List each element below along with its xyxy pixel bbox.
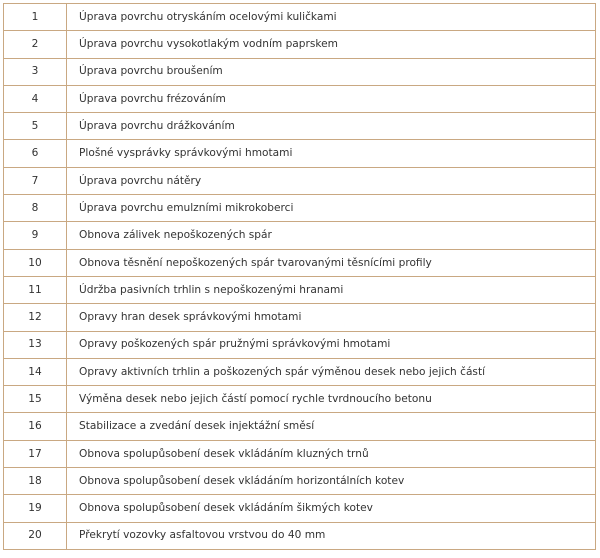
table-row [4,85,596,112]
row-text: Obnova těsnění nepoškozených spár tvarovanými těsnícími profily [67,249,596,276]
row-text: Úprava povrchu otryskáním ocelovými kuličkami [67,4,596,31]
row-text: Výměna desek nebo jejich částí pomocí rychle tvrdnoucího betonu [67,386,596,413]
row-text: Obnova spolupůsobení desek vkládáním horizontálních kotev [67,468,596,495]
row-text: Překrytí vozovky asfaltovou vrstvou do 40 mm [67,522,596,549]
table-body [4,4,596,550]
row-number: 11 [4,276,67,303]
row-number: 5 [4,113,67,140]
row-text: Opravy hran desek správkovými hmotami [67,304,596,331]
row-text: Plošné vysprávky správkovými hmotami [67,140,596,167]
row-number: 17 [4,440,67,467]
row-text: Stabilizace a zvedání desek injektážní směsí [67,413,596,440]
table-row [4,304,596,331]
table-row [4,386,596,413]
row-number: 10 [4,249,67,276]
table-row [4,413,596,440]
row-number: 18 [4,468,67,495]
row-text: Obnova spolupůsobení desek vkládáním šikmých kotev [67,495,596,522]
row-number: 12 [4,304,67,331]
table-row [4,468,596,495]
row-text: Údržba pasivních trhlin s nepoškozenými hranami [67,276,596,303]
table-row [4,222,596,249]
table-row [4,4,596,31]
row-text: Úprava povrchu broušením [67,58,596,85]
table-row [4,31,596,58]
row-number: 9 [4,222,67,249]
row-number: 6 [4,140,67,167]
table-row [4,276,596,303]
row-text: Úprava povrchu frézováním [67,85,596,112]
table-row [4,249,596,276]
row-number: 14 [4,358,67,385]
row-text: Úprava povrchu emulzními mikrokoberci [67,195,596,222]
table-row [4,140,596,167]
row-text: Opravy poškozených spár pružnými správkovými hmotami [67,331,596,358]
row-number: 15 [4,386,67,413]
row-text: Obnova zálivek nepoškozených spár [67,222,596,249]
row-number: 16 [4,413,67,440]
table-row [4,495,596,522]
table-row [4,113,596,140]
row-number: 1 [4,4,67,31]
table-wrapper [3,3,596,550]
row-number: 19 [4,495,67,522]
row-number: 13 [4,331,67,358]
table-row [4,522,596,549]
row-text: Opravy aktivních trhlin a poškozených spár výměnou desek nebo jejich částí [67,358,596,385]
row-number: 20 [4,522,67,549]
table-row [4,167,596,194]
table-row [4,358,596,385]
row-text: Obnova spolupůsobení desek vkládáním kluzných trnů [67,440,596,467]
row-text: Úprava povrchu vysokotlakým vodním paprskem [67,31,596,58]
row-number: 2 [4,31,67,58]
row-number: 7 [4,167,67,194]
row-text: Úprava povrchu nátěry [67,167,596,194]
repair-methods-table [3,3,596,550]
row-number: 8 [4,195,67,222]
table-row [4,195,596,222]
row-text: Úprava povrchu drážkováním [67,113,596,140]
row-number: 4 [4,85,67,112]
table-row [4,58,596,85]
row-number: 3 [4,58,67,85]
table-row [4,440,596,467]
table-row [4,331,596,358]
